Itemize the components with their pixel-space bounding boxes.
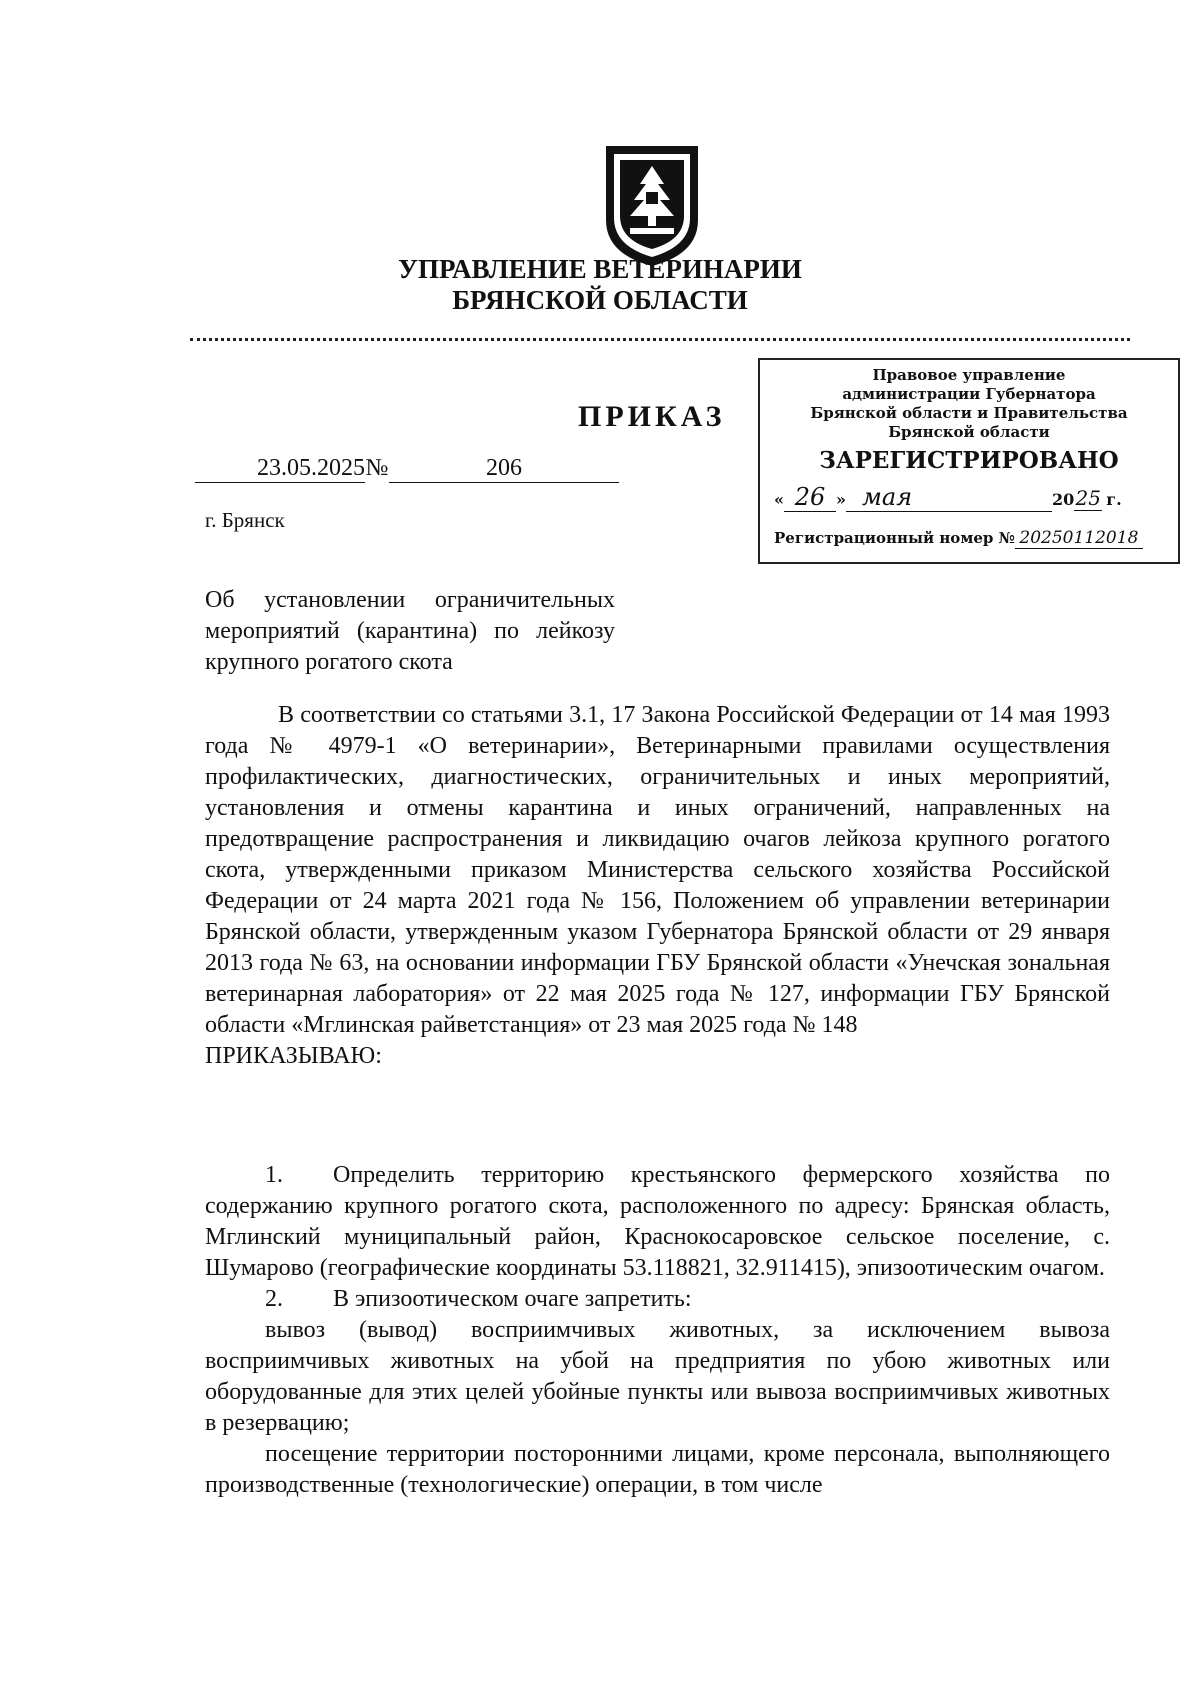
header-divider (190, 338, 1130, 341)
document-title: ПРИКАЗ (578, 400, 726, 433)
number-label: № (365, 455, 389, 481)
date-number-line (195, 455, 619, 483)
subitem-paragraph: посещение территории посторонними лицами, кроме персонала, выполняющего производственные (технологические) операции, в том числе (205, 1441, 1110, 1498)
list-item (205, 1160, 1110, 1284)
bryansk-coat-of-arms-icon (600, 142, 704, 270)
stamp-year: 25 (1075, 486, 1101, 510)
org-name-line2: БРЯНСКОЙ ОБЛАСТИ (452, 285, 748, 315)
item-text: Определить территорию крестьянского фермерского хозяйства по содержанию крупного рогатого скота, расположенного по адресу: Брянская область, Мглинский муниципальный район, Краснокосаровское сельское поселение, с. Шумарово (географические координаты 53.118821, 32.911415), эпизоотическим очагом. (205, 1162, 1110, 1281)
document-place: г. Брянск (205, 508, 285, 532)
stamp-date-line: « 26 » мая 2025 г. (774, 483, 1122, 511)
stamp-line2: администрации Губернатора (842, 385, 1096, 403)
document-subject: Об установлении ограничительных мероприятий (карантина) по лейкозу крупного рогатого скота (205, 587, 615, 675)
item-text: В эпизоотическом очаге запретить: (333, 1286, 692, 1312)
stamp-line4: Брянской области (888, 423, 1050, 441)
stamp-status: ЗАРЕГИСТРИРОВАНО (819, 447, 1119, 474)
stamp-line1: Правовое управление (872, 366, 1066, 384)
subitem-paragraph: вывоз (вывод) восприимчивых животных, за исключением вывоза восприимчивых животных на убой на предприятия по убою животных или оборудованные для этих целей убойные пункты или вывоза восприимчивых животных в резервацию; (205, 1317, 1110, 1436)
stamp-registration-line (774, 528, 1172, 549)
stamp-reg-label: Регистрационный номер № (774, 529, 1015, 547)
list-item (205, 1284, 1110, 1315)
stamp-month: мая (846, 483, 1052, 512)
registration-stamp (758, 358, 1180, 564)
document-date: 23.05.2025 (195, 455, 365, 483)
order-items (205, 1160, 1110, 1501)
stamp-day: 26 (784, 483, 836, 512)
item-number: 1. (265, 1162, 283, 1188)
item-number: 2. (265, 1286, 283, 1312)
document-number: 206 (389, 455, 619, 483)
org-name-line1: УПРАВЛЕНИЕ ВЕТЕРИНАРИИ (398, 254, 802, 284)
document-body (205, 700, 1110, 1072)
stamp-reg-number: 20250112018 (1015, 528, 1143, 549)
order-word: ПРИКАЗЫВАЮ: (205, 1043, 382, 1069)
stamp-line3: Брянской области и Правительства (810, 404, 1128, 422)
preamble-paragraph: В соответствии со статьями 3.1, 17 Закона Российской Федерации от 14 мая 1993 года № 4979-1 «О ветеринарии», Ветеринарными правилами осуществления профилактических, диагностических, ограничительных и иных мероприятий, установления и отмены карантина и иных ограничений, направленных на предотвращение распространения и ликвидацию очагов лейкоза крупного рогатого скота, утвержденными приказом Министерства сельского хозяйства Российской Федерации от 24 марта 2021 года № 156, Положением об управлении ветеринарии Брянской области, утвержденным указом Губернатора Брянской области от 29 января 2013 года № 63, на основании информации ГБУ Брянской области «Унечская зональная ветеринарная лаборатория» от 22 мая 2025 года № 127, информации ГБУ Брянской области «Мглинская райветстанция» от 23 мая 2025 года № 148 (205, 702, 1110, 1038)
